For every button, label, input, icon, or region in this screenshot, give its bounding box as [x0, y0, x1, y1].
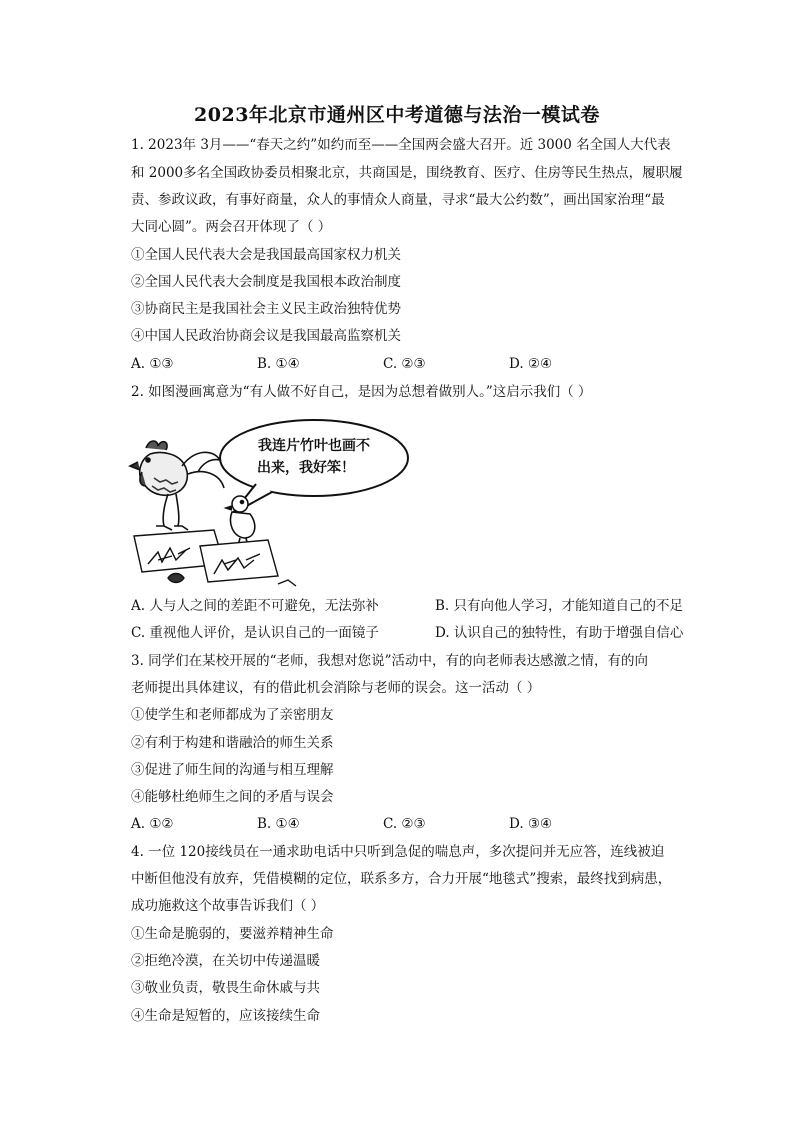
q4-item-4: ④生命是短暂的，应该接续生命	[131, 1008, 320, 1024]
q3-item-4: ④能够杜绝师生之间的矛盾与误会	[131, 789, 334, 805]
q3-option-a[interactable]: A. ①②	[131, 816, 174, 832]
q2-options-row-2	[131, 623, 683, 643]
q4-stem-line-3: 成功施救这个故事告诉我们（ ）	[131, 898, 325, 914]
q3-item-2: ②有利于构建和谐融洽的师生关系	[131, 735, 334, 751]
q1-option-d[interactable]: D. ②④	[509, 356, 553, 372]
q3-item-1: ①使学生和老师都成为了亲密朋友	[131, 707, 334, 723]
rooster-figure	[130, 441, 224, 530]
q1-option-b[interactable]: B. ①④	[257, 356, 300, 372]
q1-option-c[interactable]: C. ②③	[383, 356, 426, 372]
cartoon-image	[128, 414, 412, 590]
q1-item-1: ①全国人民代表大会是我国最高国家权力机关	[131, 247, 401, 263]
q1-stem-line-2: 和 2000多名全国政协委员相聚北京，共商国是，围绕教育、医疗、住房等民生热点，履职履	[131, 165, 683, 181]
q1-stem-line-1: 1. 2023年 3月——“春天之约”如约而至——全国两会盛大召开。近 3000 名全国人大代表	[131, 137, 671, 153]
q4-item-3: ③敬业负责，敬畏生命休戚与共	[131, 980, 320, 996]
bamboo-paintings	[134, 530, 296, 586]
q3-stem-line-1: 3. 同学们在某校开展的“老师，我想对您说”活动中，有的向老师表达感激之情，有的向	[131, 653, 648, 669]
q1-option-a[interactable]: A. ①③	[131, 356, 174, 372]
q2-option-c[interactable]: C. 重视他人评价，是认识自己的一面镜子	[131, 625, 379, 641]
speech-bubble	[220, 420, 408, 514]
q4-stem-line-2: 中断但他没有放弃，凭借模糊的定位，联系多方，合力开展“地毯式”搜索，最终找到病患，	[131, 871, 672, 887]
q3-option-b[interactable]: B. ①④	[257, 816, 300, 832]
q1-item-4: ④中国人民政治协商会议是我国最高监察机关	[131, 328, 401, 344]
q2-option-d[interactable]: D. 认识自己的独特性，有助于增强自信心	[435, 625, 684, 641]
q3-item-3: ③促进了师生间的沟通与相互理解	[131, 762, 334, 778]
q1-item-3: ③协商民主是我国社会主义民主政治独特优势	[131, 301, 401, 317]
q3-options	[131, 814, 635, 834]
q1-item-2: ②全国人民代表大会制度是我国根本政治制度	[131, 274, 401, 290]
q1-stem-line-3: 责、参政议政，有事好商量，众人的事情众人商量，寻求“最大公约数”，画出国家治理“最	[131, 192, 665, 208]
q4-stem-line-1: 4. 一位 120接线员在一通求助电话中只听到急促的喘息声，多次提问并无应答，连线被迫	[131, 844, 665, 860]
q1-options	[131, 354, 635, 374]
q1-stem-line-4: 大同心圆”。两会召开体现了（ ）	[131, 219, 332, 235]
q4-item-1: ①生命是脆弱的，要滋养精神生命	[131, 926, 334, 942]
q3-option-d[interactable]: D. ③④	[509, 816, 553, 832]
q2-option-b[interactable]: B. 只有向他人学习，才能知道自己的不足	[435, 598, 684, 614]
q3-option-c[interactable]: C. ②③	[383, 816, 426, 832]
q2-option-a[interactable]: A. 人与人之间的差距不可避免，无法弥补	[131, 598, 379, 614]
bubble-line-2: 出来，我好笨！	[257, 460, 355, 476]
q2-stem: 2. 如图漫画寓意为“有人做不好自己，是因为总想着做别人。”这启示我们（ ）	[131, 384, 592, 400]
q4-item-2: ②拒绝冷漠，在关切中传递温暖	[131, 953, 320, 969]
bubble-line-1: 我连片竹叶也画不	[258, 438, 370, 454]
exam-title: 2023年北京市通州区中考道德与法治一模试卷	[194, 104, 600, 126]
q2-options-row-1	[131, 596, 683, 616]
q3-stem-line-2: 老师提出具体建议，有的借此机会消除与老师的误会。这一活动（ ）	[131, 680, 541, 696]
